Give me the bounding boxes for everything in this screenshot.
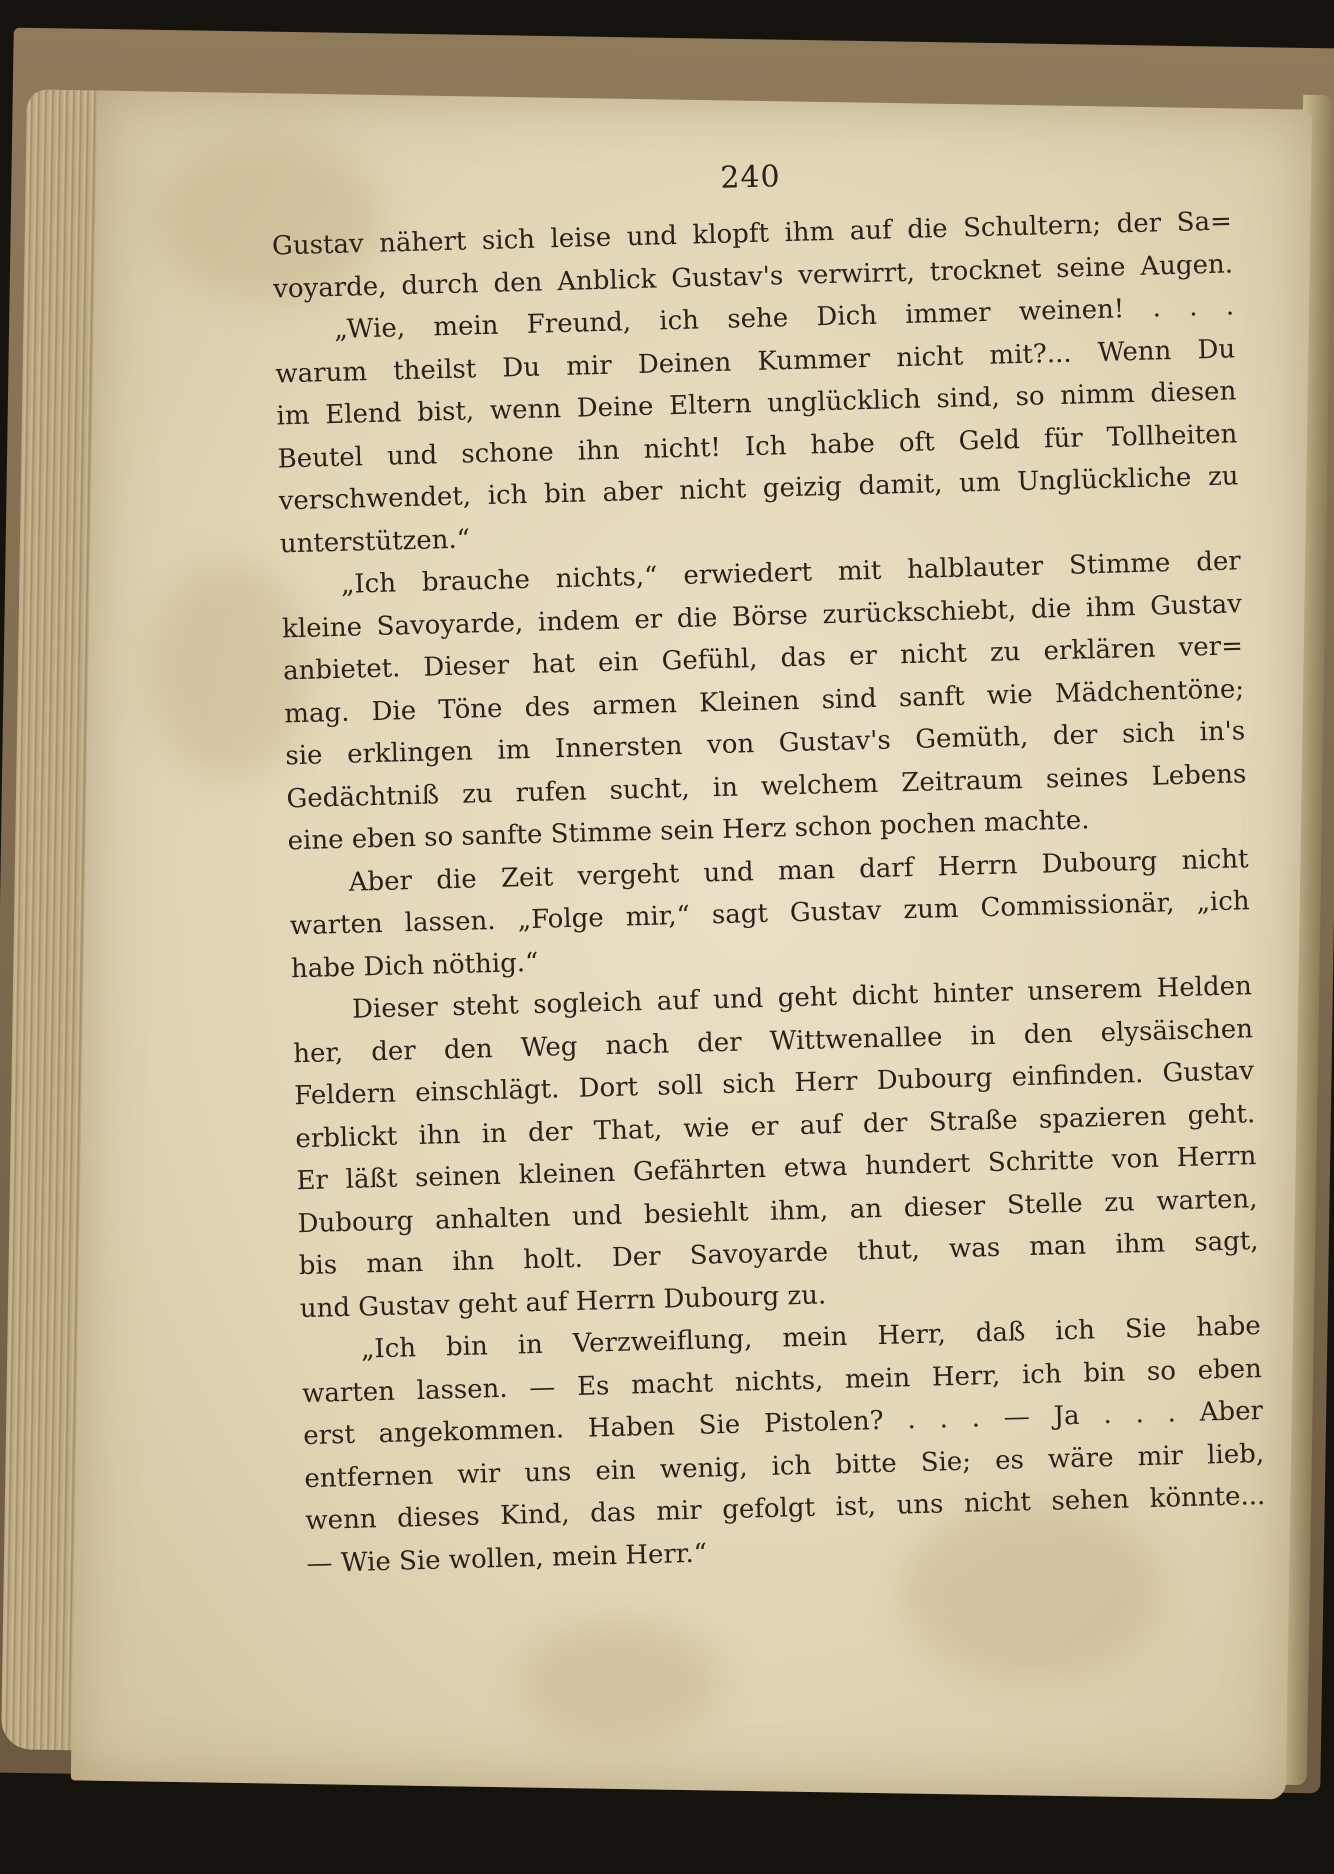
text-line: erblickt ihn in der That, wie er auf der Straße spazieren geht. [295,1098,1256,1154]
text-line: sie erklingen im Innersten von Gustav's Gemüth, der sich in's [285,716,1246,772]
text-line: warum theilst Du mir Deinen Kummer nicht mit?... Wenn Du [275,333,1236,389]
text-line: „Ich bin in Verzweiflung, mein Herr, daß ich Sie habe [360,1311,1262,1365]
text-line: mag. Die Töne des armen Kleinen sind sanft wie Mädchentöne; [283,673,1245,729]
text-line: bis man ihn holt. Der Savoyarde thut, was man ihm sagt, [298,1226,1259,1282]
text-line: wenn dieses Kind, das mir gefolgt ist, uns nicht sehen könnte... [305,1480,1266,1537]
text-line: Dieser steht sogleich auf und geht dicht hinter unserem Helden [351,971,1253,1025]
text-line: entfernen wir uns ein wenig, ich bitte Sie; es wäre mir lieb, [303,1438,1265,1494]
text-line: her, der den Weg nach der Wittwenallee in den elysäischen [292,1013,1254,1069]
text-line: unterstützen.“ [279,523,471,559]
text-line: Er läßt seinen kleinen Gefährten etwa hundert Schritte von Herrn [296,1141,1257,1197]
text-line: im Elend bist, wenn Deine Eltern unglücklich sind, so nimm diesen [276,376,1237,432]
text-line: Aber die Zeit vergeht und man darf Herrn Dubourg nicht [348,843,1249,898]
text-line: voyarde, durch den Anblick Gustav's verwirrt, trocknet seine Augen. [272,248,1234,305]
text-line: Gustav nähert sich leise und klopft ihm auf die Schultern; der Sa= [271,206,1233,262]
text-line: — Wie Sie wollen, mein Herr.“ [306,1538,708,1579]
text-line: warten lassen. „Folge mir,“ sagt Gustav zum Commissionär, „ich [289,886,1250,942]
text-line: warten lassen. — Es macht nichts, mein Herr, ich bin so eben [301,1353,1263,1409]
text-line: verschwendet, ich bin aber nicht geizig damit, um Unglückliche zu [278,461,1239,517]
text-line: Beutel und schone ihn nicht! Ich habe oft Geld für Tollheiten [277,418,1238,474]
text-line: Gedächtniß zu rufen sucht, in welchem Zeitraum seines Lebens [286,758,1247,814]
page-text [270,147,1267,1585]
text-line: „Wie, mein Freund, ich sehe Dich immer weinen! . . . [333,291,1235,345]
text-line: eine eben so sanfte Stimme sein Herz schon pochen machte. [287,805,1090,857]
text-line: kleine Savoyarde, indem er die Börse zurückschiebt, die ihm Gustav [281,588,1243,644]
text-line: habe Dich nöthig.“ [290,947,539,984]
page-number: 240 [719,159,782,196]
text-line: anbietet. Dieser hat ein Gefühl, das er nicht zu erklären ver= [282,631,1244,687]
text-line: erst angekommen. Haben Sie Pistolen? . . . — Ja . . . Aber [302,1396,1264,1452]
text-line: und Gustav geht auf Herrn Dubourg zu. [299,1279,827,1324]
text-lines [272,200,1267,1585]
text-line: „Ich brauche nichts,“ erwiedert mit halblauter Stimme der [340,546,1242,600]
text-line: Feldern einschlägt. Dort soll sich Herr Dubourg einfinden. Gustav [293,1056,1255,1112]
paper-stain [520,1620,720,1740]
text-line: Dubourg anhalten und besiehlt ihm, an dieser Stelle zu warten, [297,1183,1258,1239]
